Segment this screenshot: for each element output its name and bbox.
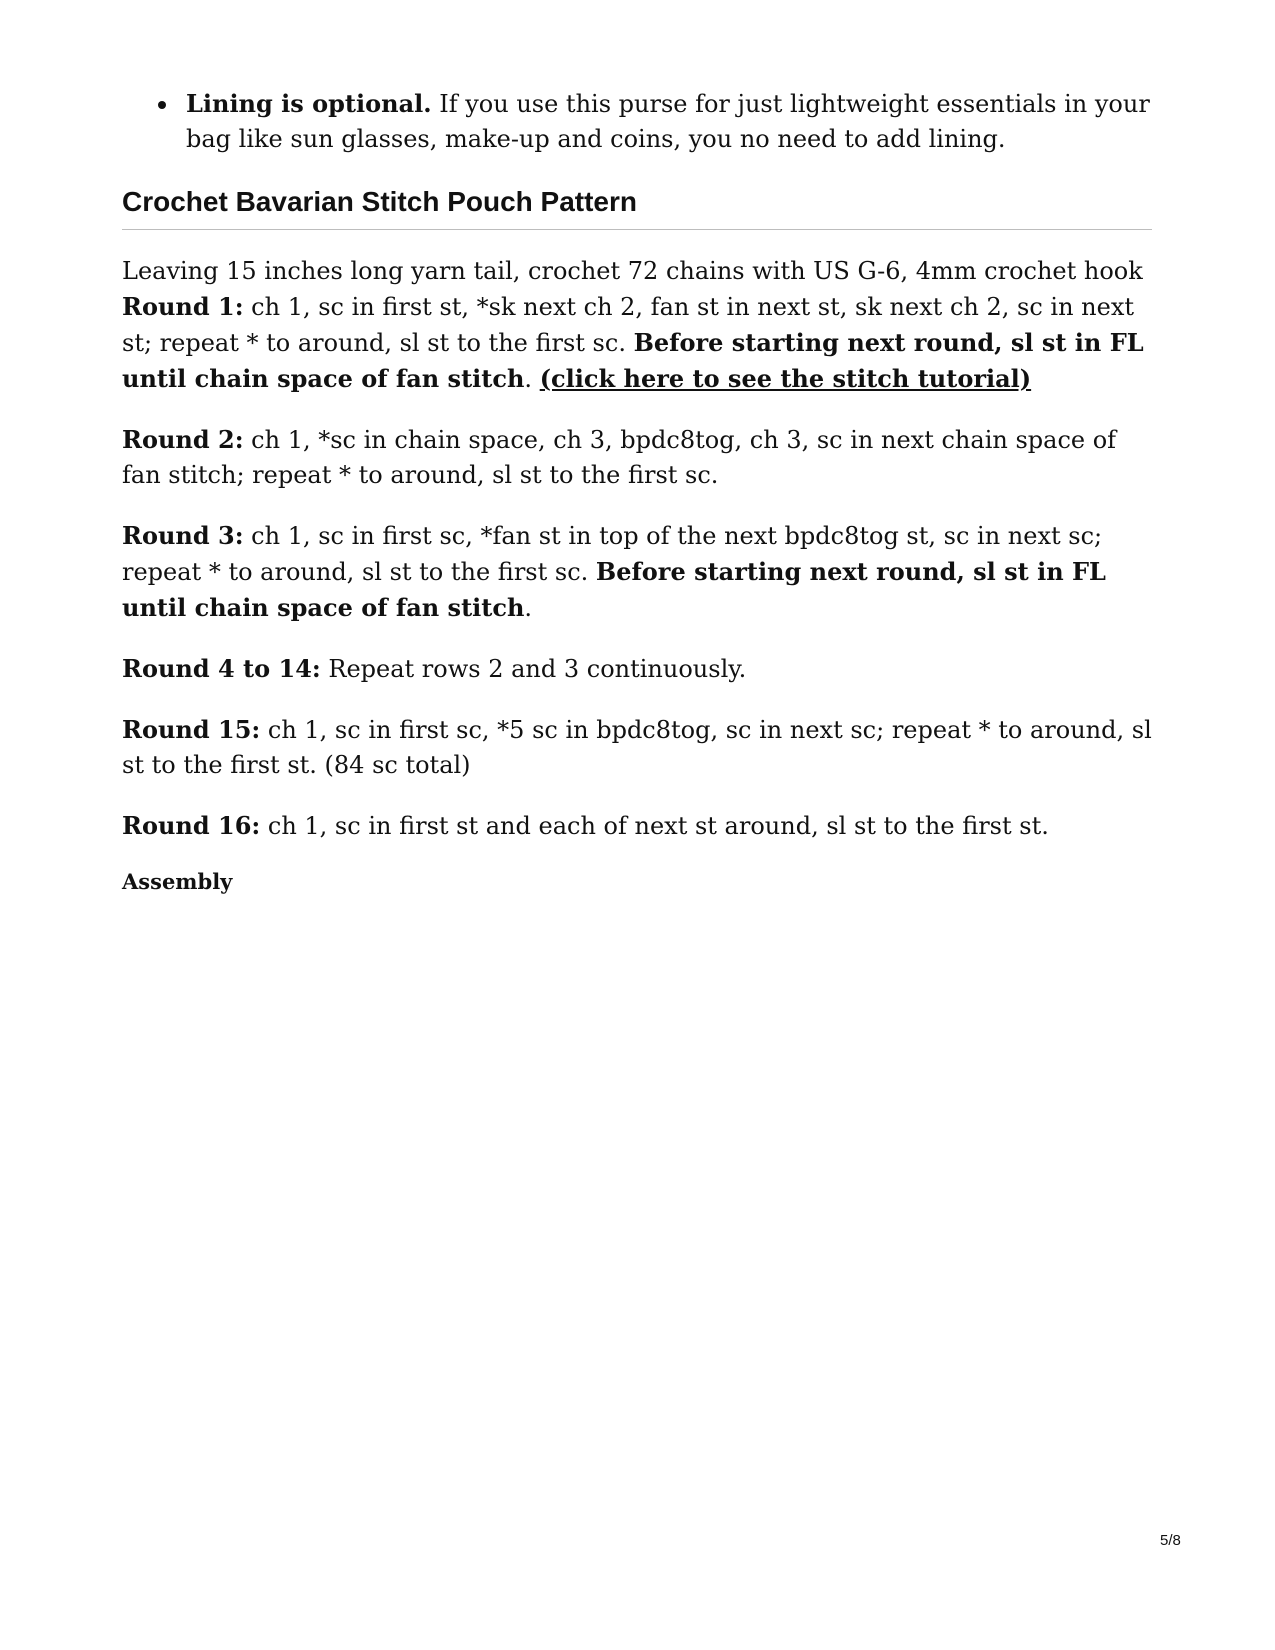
round-bold-note: Before starting next round, sl st in FL until chain space of fan stitch <box>122 328 1144 393</box>
round-text: ch 1, sc in first st and each of next st around, sl st to the first st. <box>260 812 1049 840</box>
bullet-icon <box>158 101 166 109</box>
round-text: ch 1, sc in first sc, *5 sc in bpdc8tog, sc in next sc; repeat * to around, sl st to the first st. (84 sc total) <box>122 716 1152 779</box>
round-text: ch 1, sc in first sc, *fan st in top of the next bpdc8tog st, sc in next sc; repeat * to around, sl st to the first sc. <box>122 522 1103 586</box>
round-3-paragraph <box>122 518 1152 626</box>
assembly-heading: Assembly <box>122 869 233 894</box>
note-bold: Lining is optional. <box>186 89 432 118</box>
round-after: . <box>524 594 533 622</box>
round-label: Round 2: <box>122 425 244 454</box>
round-16-paragraph <box>122 808 1152 844</box>
round-bold-note: Before starting next round, sl st in FL until chain space of fan stitch <box>122 557 1106 622</box>
round-label: Round 4 to 14: <box>122 654 321 683</box>
round-label: Round 16: <box>122 811 261 840</box>
note-text: If you use this purse for just lightweight essentials in your bag like sun glasses, make-up and coins, you no need to add lining. <box>186 90 1150 153</box>
round-label: Round 15: <box>122 715 261 744</box>
list-item <box>186 86 1152 157</box>
round-1-paragraph <box>122 254 1152 397</box>
round-text: ch 1, *sc in chain space, ch 3, bpdc8tog, ch 3, sc in next chain space of fan stitch; repeat * to around, sl st to the first sc. <box>122 426 1117 489</box>
round-15-paragraph <box>122 712 1152 783</box>
round-text: ch 1, sc in first st, *sk next ch 2, fan st in next st, sk next ch 2, sc in next st; repeat * to around, sl st to the first sc. <box>122 293 1134 357</box>
round-2-paragraph <box>122 422 1152 493</box>
round-text: Repeat rows 2 and 3 continuously. <box>320 655 747 683</box>
round-label: Round 3: <box>122 521 244 550</box>
round-after: . <box>524 365 540 393</box>
round-label: Round 1: <box>122 292 244 321</box>
intro-text: Leaving 15 inches long yarn tail, crochet 72 chains with US G-6, 4mm crochet hook <box>122 257 1143 285</box>
stitch-tutorial-link[interactable]: (click here to see the stitch tutorial) <box>539 364 1032 393</box>
notes-list <box>122 86 1152 157</box>
section-heading: Crochet Bavarian Stitch Pouch Pattern <box>122 185 1152 230</box>
round-4-14-paragraph <box>122 651 1152 687</box>
document-body <box>122 86 1152 896</box>
page-number: 5/8 <box>1160 1532 1181 1549</box>
